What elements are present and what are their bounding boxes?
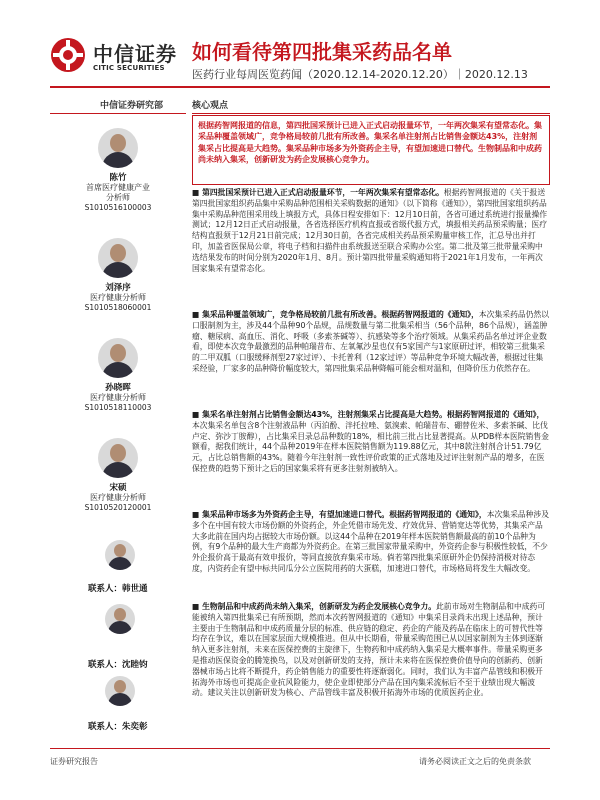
right-section-rule [192,113,550,114]
analyst-name: 陈竹 [109,173,127,183]
paragraph-body: 根据药智网报道的《关于报送第四批国家组织药品集中采购品种范围相关采购数据的通知》（以下简称《通知》），第四批国家组织药品集中采购品种范围采用线上填报方式，具体日程安排如下：12月10日前，各省可通过系统进行报量操作测试；12月12日正式启动报量，各省选择医疗机构直报或省级代报方式，填报相关药品预采购量；医疗结构直报须于12月21日前完成；12月30日前，各省完成相关药品预采购量审核工作，汇总导出并打印，加盖省医保局公章，将电子档和扫描件由系统报送至联合采购办公室。第二批及第三批带量采购中选结果发布的时间分别为2020年1月、8月。预计第四批带量采购通知将于2021年1月发布，一年两次国家集采有望常态化。 [192,188,548,273]
header-divider [50,86,550,88]
contact-card [50,604,186,670]
analyst-card [50,128,186,212]
logo-text-en: CITIC SECURITIES [93,64,165,72]
analyst-title: 首席医疗健康产业 [86,183,150,192]
core-view-label: 核心观点 [192,101,229,111]
contact-card [50,540,186,600]
analyst-license-id: S1010520120001 [84,503,152,512]
paragraph-item [192,410,550,506]
report-title: 如何看待第四批集采药品名单 [192,40,452,64]
paragraph-item [192,602,550,744]
contact-label: 联系人：韩世通 [88,584,148,594]
avatar [105,676,135,706]
bullet-icon: ■ [192,310,203,319]
footer-disclaimer: 请务必阅读正文之后的免责条款 [419,757,531,766]
paragraph-body: 本次集采药品仍然以口服制剂为主，涉及44个品种90个品规，品规数量与第二批集采相当（56个品种，86个品规），涵盖肿瘤、糖尿病、高血压、消化、呼吸（多索茶碱等）、抗感染等多个治疗领域。从集采药品名单过评企业数看，即使本次竞争最激烈的品种帕瑞昔布、左氧氟沙星也仅有5家国产与1家原研过评，相较第三批集采的二甲双胍（口服缓释剂型27家过评）、卡托普利（12家过评）等品种竞争环境大幅改善，根据过往集采经验，厂家多的品种降价幅度较大，第四批集采品种降幅可能会相对温和，但降价压力依然存在。 [192,310,550,373]
analyst-card [50,338,186,412]
bullet-icon: ■ [192,410,203,419]
report-header [0,0,600,96]
analyst-name: 宋硕 [109,483,127,493]
analyst-title: 医疗健康分析师 [90,293,146,302]
avatar [105,604,135,634]
analyst-name: 刘泽序 [105,283,131,293]
bullet-icon: ■ [192,510,203,519]
paragraph-item [192,310,550,406]
paragraph-item [192,510,550,598]
bullet-icon: ■ [192,188,203,197]
core-view-summary: 根据药智网报道的信息，第四批国采预计已进入正式启动报量环节，一年两次集采有望常态化。集采品种覆盖领域广，竞争格局较前几批有所改善。集采名单注射剂占比销售金额达43%，注射剂集采占比提高是大趋势。集采品种市场多为外资药企主导，有望加速进口替代。生物制品和中成药尚未纳入集采，创新研发为药企发展核心竞争力。 [192,115,550,185]
paragraph-lead: 第四批国采预计已进入正式启动报量环节，一年两次集采有望常态化。 [202,188,444,197]
paragraph-lead: 集采名单注射剂占比销售金额达43%，注射剂集采占比提高是大趋势。根据药智网报道的《通知》， [202,410,545,419]
left-section-rule [50,113,186,114]
footer-divider [50,748,550,749]
paragraph-body: 本次集采名单包含8个注射液品种（丙泊酚、泮托拉唑、氨溴索、帕瑞昔布、硼替佐米、多索茶碱、比伐卢定、弥沙丁胺醇），占比集采目录总品种数的18%，相比前三批占比显著提高。从PDB样本医院销售金额看，据我们统计，44个品种2019年在样本医院销售额为119.88亿元，其中8款注射剂合计51.79亿元，占比总销售额的43%。随着今年注射剂一致性评价政策的正式落地及过评注射剂产品的增多，在医保控费的趋势下预计之后的国家集采将有更多注射剂被纳入。 [192,420,549,473]
avatar [98,238,138,278]
analyst-title: 医疗健康分析师 [90,393,146,402]
paragraph-item [192,188,550,306]
analyst-title: 医疗健康分析师 [90,493,146,502]
analyst-license-id: S1010516100003 [84,203,152,212]
citic-logo-icon [50,37,86,73]
contact-label: 联系人：朱奕彰 [88,722,148,732]
contact-card [50,676,186,736]
avatar [98,128,138,168]
analyst-card [50,238,186,312]
paragraph-lead: 集采品种市场多为外资药企主导，有望加速进口替代。根据药智网报道的《通知》， [202,510,487,519]
contact-label: 联系人：沈睦钧 [88,660,148,670]
analyst-license-id: S1010518110003 [84,403,152,412]
avatar [105,540,135,570]
logo-text-cn: 中信证券 [93,42,177,66]
analyst-title-2: 分析师 [106,193,130,202]
avatar [98,338,138,378]
analyst-card [50,438,186,512]
avatar [98,438,138,478]
analyst-license-id: S1010518060001 [84,303,152,312]
bullet-icon: ■ [192,602,203,611]
research-dept-label: 中信证券研究部 [100,101,164,111]
paragraph-lead: 生物制品和中成药尚未纳入集采，创新研发为药企发展核心竞争力。 [202,602,436,611]
report-subtitle: 医药行业每周医览药闻（2020.12.14-2020.12.20）｜2020.12.13 [192,68,528,81]
analyst-name: 孙晓晖 [105,383,131,393]
paragraph-lead: 集采品种覆盖领域广，竞争格局较前几批有所改善。根据药智网报道的《通知》， [202,310,479,319]
paragraph-body: 此前市场对生物制品和中成药可能被纳入第四批集采已有所预期，然而本次药智网报道的《通知》中集采目录尚未出现上述品种，预计主要由于生物制品和中成药质量分层的标准、供应链的稳定、药企的产能及药品在临床上的可替代性等均存在争议，难以在国家层面大规模推进。但从中长期看，带量采购范围已从以国家制剂为主体到逐渐纳入更多注射剂，未来在医保控费的主旋律下，生物药和中成药纳入集采是大概率事件。带量采购更多是推动医保资金的腾笼换鸟，以及对创新研发的支持，预计未来将在医保控费价值导向的创新药、创新器械市场占比将不断提升，药企销售能力的重要性将逐渐弱化。同时，我们认为丰富产品管线和积极开拓海外市场也可提高企业抗风险能力，使企业即使部分产品在国内集采流标后不至于业绩出现大幅波动。建议关注以创新研发为核心、产品管线丰富及积极开拓海外市场的优质医药企业。 [192,602,546,698]
paragraph-body: 本次集采品种涉及多个在中国有较大市场份额的外资药企，外企凭借市场先发、疗效优异、营销宽达等优势，其集采产品大多此前在国内均占据较大市场份额。以这44个品种在2019年样本医院销售额最高的前10个品种为例，有9个品种的最大生产商都为外资药企。在第三批国家带量采购中，外资药企参与积极性较低，不少外企报价高于最高有效申报价，等同直接放弃集采市场。倘若第四批集采原研外企仍保持消极对待态度，内资药企有望中标共同瓜分公立医院用药的大蛋糕，加速进口替代，市场格局将发生大幅改变。 [192,510,550,573]
footer-report-type: 证券研究报告 [50,757,98,766]
